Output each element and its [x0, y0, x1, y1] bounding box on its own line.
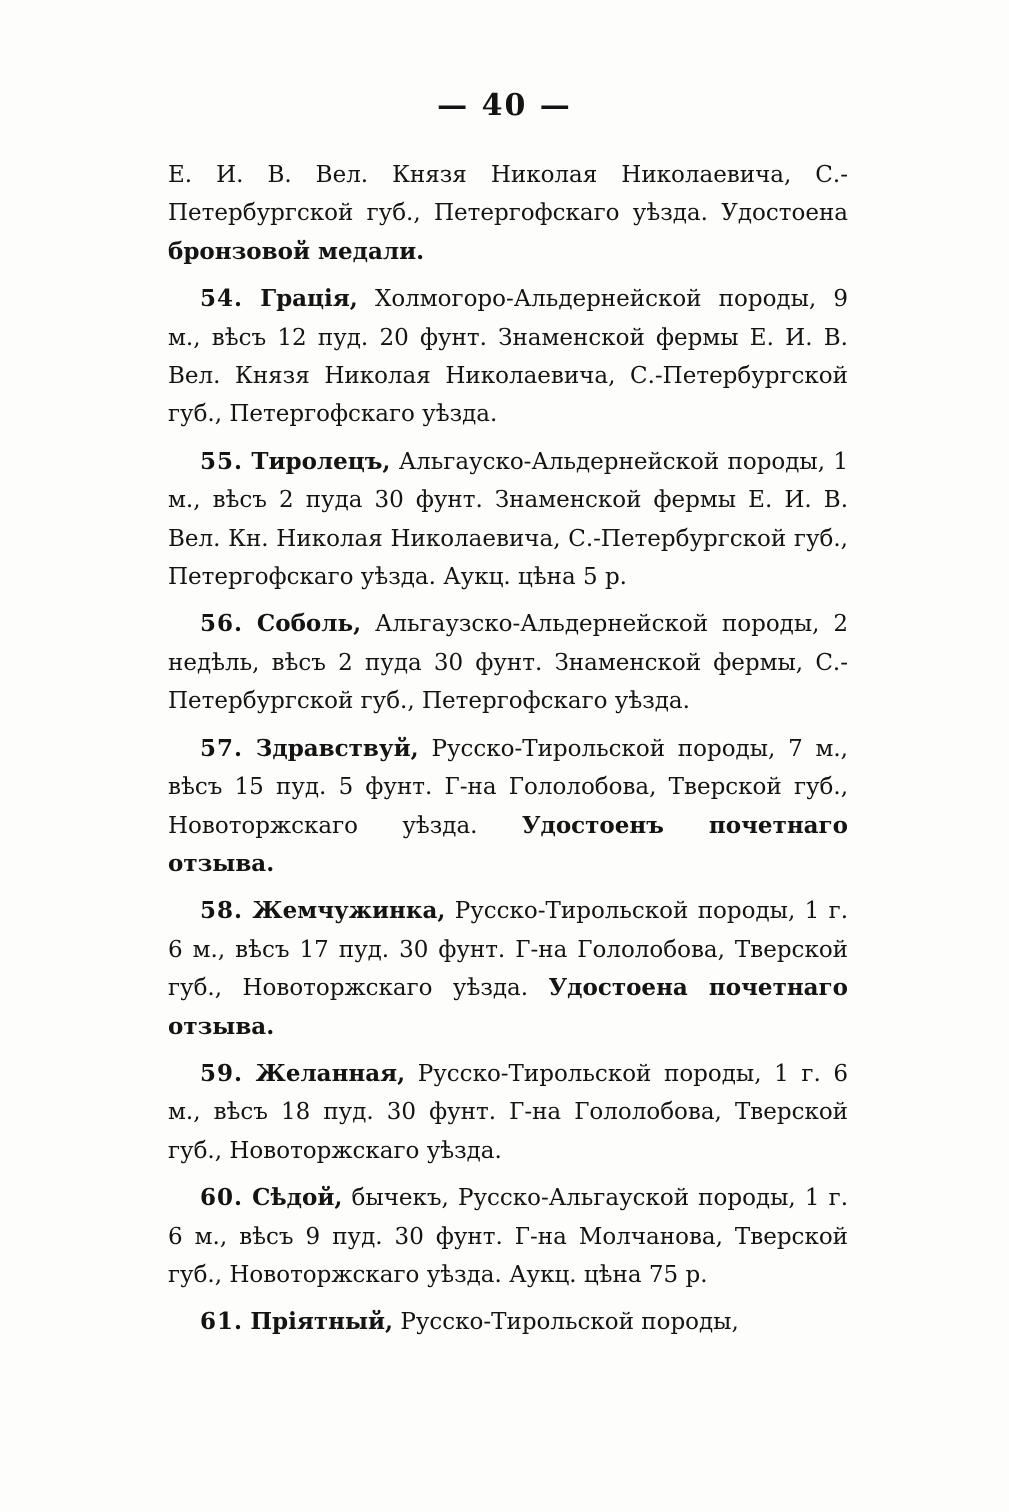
- entry-number: 57.: [200, 734, 244, 762]
- entry-60: [168, 1179, 848, 1294]
- entry-text: Русско-Тирольской породы, 1 г. 6 м., вѣсъ 17 пуд. 30 фунт. Г-на Гололобова, Тверской губ., Новоторжскаго уѣзда.: [168, 898, 849, 1002]
- entry-text: бычекъ, Русско-Альгауской породы, 1 г. 6 м., вѣсъ 9 пуд. 30 фунт. Г-на Молчанова, Тверской губ., Новоторжскаго уѣзда. Аукц. цѣна 75 р.: [168, 1185, 848, 1288]
- page-number: — 40 —: [437, 88, 572, 123]
- page-body: [168, 156, 848, 1351]
- entry-award: Удостоенъ почетнаго отзыва.: [168, 811, 848, 877]
- entry-text: Русско-Тирольской породы, 1 г. 6 м., вѣсъ 18 пуд. 30 фунт. Г-на Гололобова, Тверской губ., Новоторжскаго уѣзда.: [168, 1060, 849, 1164]
- entry-57: [168, 730, 848, 884]
- entry-59: [168, 1055, 848, 1170]
- entry-text: Русско-Тирольской породы, 7 м., вѣсъ 15 пуд. 5 фунт. Г-на Гололобова, Тверской губ., Новоторжскаго уѣзда.: [168, 735, 848, 839]
- entry-61: [168, 1303, 848, 1341]
- entry-name: Тиролецъ,: [251, 447, 391, 475]
- entry-continuation: [168, 156, 848, 271]
- entry-award: бронзовой медали.: [168, 237, 425, 265]
- entry-number: 59.: [200, 1059, 244, 1087]
- entry-number: 58.: [200, 897, 244, 925]
- entry-name: Соболь,: [256, 610, 362, 638]
- entry-text: Альгауско-Альдернейской породы, 1 м., вѣсъ 2 пуда 30 фунт. Знаменской фермы Е. И. В. Вел. Кн. Николая Николаевича, С.-Петербургской губ., Петергофскаго уѣзда. Аукц. цѣна 5 р.: [168, 448, 848, 591]
- entry-number: 61.: [200, 1308, 244, 1336]
- entry-award: Удостоена почетнаго отзыва.: [168, 974, 848, 1040]
- entry-name: Сѣдой,: [252, 1184, 343, 1212]
- entry-name: Пріятный,: [250, 1308, 394, 1336]
- entry-name: Жемчужинка,: [252, 897, 446, 925]
- entry-number: 54.: [200, 285, 244, 313]
- entry-name: Желанная,: [255, 1059, 406, 1087]
- entry-54: [168, 280, 848, 434]
- entry-58: [168, 892, 848, 1046]
- entry-name: Здравствуй,: [255, 734, 419, 762]
- entry-name: Грація,: [260, 285, 358, 313]
- entry-number: 56.: [200, 610, 244, 638]
- entry-number: 55.: [200, 447, 244, 475]
- entry-text: Русско-Тирольской породы,: [400, 1309, 739, 1336]
- entry-text: Е. И. В. Вел. Князя Николая Николаевича, С.-Петербургской губ., Петергофскаго уѣзда. Удостоена: [168, 162, 848, 227]
- entry-55: [168, 443, 848, 597]
- entry-56: [168, 605, 848, 720]
- entry-text: Холмогоро-Альдернейской породы, 9 м., вѣсъ 12 пуд. 20 фунт. Знаменской фермы Е. И. В. Вел. Князя Николая Николаевича, С.-Петербургской губ., Петергофскаго уѣзда.: [168, 286, 849, 428]
- entry-text: Альгаузско-Альдернейской породы, 2 недѣль, вѣсъ 2 пуда 30 фунт. Знаменской фермы, С.-Петербургской губ., Петергофскаго уѣзда.: [168, 611, 848, 715]
- entry-number: 60.: [200, 1184, 244, 1212]
